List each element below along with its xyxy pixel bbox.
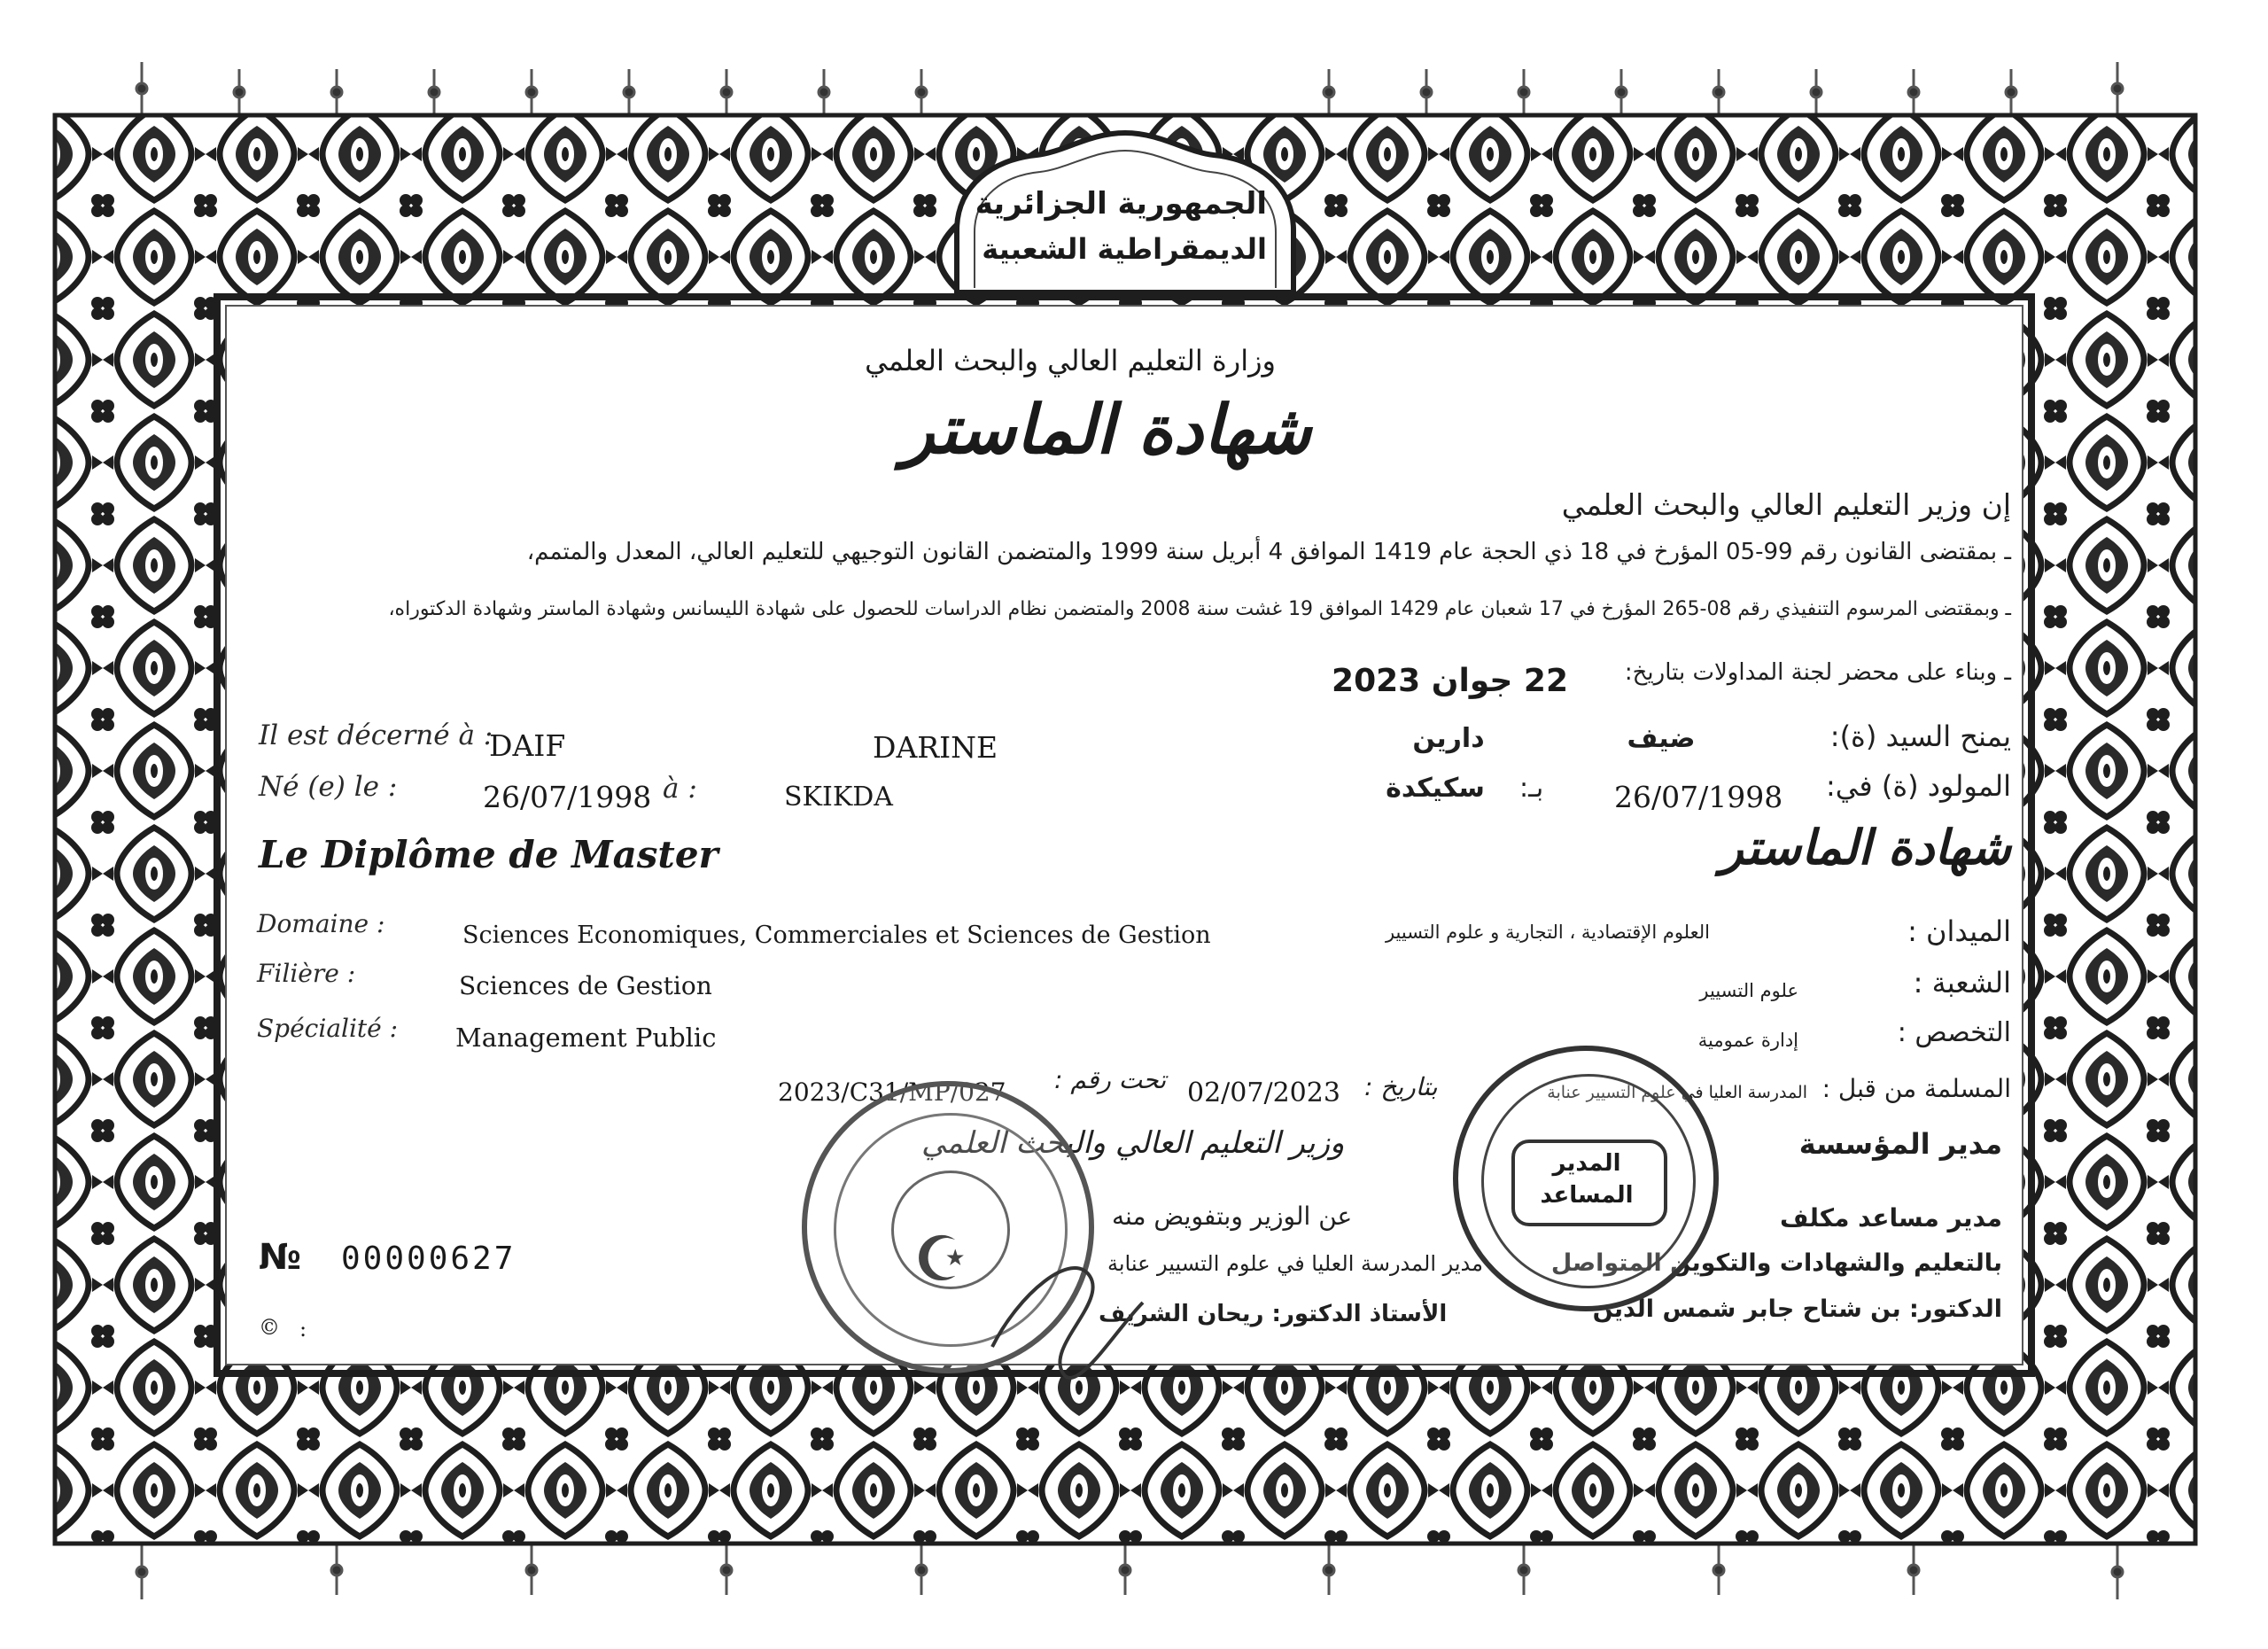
holder-surname-ar: ضيف [1627,723,1696,754]
domain-label-ar: الميدان : [1907,914,2011,948]
institution-ar: المدرسة العليا في علوم التسيير عنابة [1547,1083,1807,1102]
born-date-ar: 26/07/1998 [1614,780,1783,814]
born-date-fr: 26/07/1998 [483,780,652,814]
preamble-line-1: إن وزير التعليم العالي والبحث العلمي [1561,487,2011,522]
deliberation-date: 22 جوان 2023 [1332,663,1568,699]
holder-surname-fr: DAIF [489,728,566,763]
holder-label-ar: يمنح السيد (ة): [1829,719,2011,753]
advisor-role: بالتعليم والشهادات والتكوين المتواصل [1550,1249,2002,1277]
serial-label: № [259,1237,302,1278]
birthplace-ar: سكيكدة [1386,773,1485,804]
at-label-fr: à : [663,773,697,805]
school-director-stamp [1453,1046,1719,1311]
copyright-colon: : [299,1317,307,1342]
stamp-director-label-1: المدير [1552,1150,1621,1177]
specialty-fr: Management Public [455,1023,717,1053]
holder-label-fr: Il est décerné à : [259,719,493,751]
preamble-line-3: ـ وبمقتضى المرسوم التنفيذي رقم 08-265 المؤرخ في 17 شعبان عام 1429 الموافق 19 غشت سنة 2008 والمتضمن نظام الدراسات للحصول على شهادة الليسانس وشهادة الماستر وشهادة الدكتوراه، [388,598,2011,620]
domain-label-fr: Domaine : [257,909,385,938]
birthplace-fr: SKIKDA [784,782,893,813]
specialty-ar: إدارة عمومية [1697,1030,1798,1051]
crescent-star-icon: ☪ [913,1223,969,1295]
holder-firstname-ar: دارين [1412,723,1485,754]
delegation-text: عن الوزير وبتفويض منه [1112,1202,1353,1231]
stamp-director-label-2: المساعد [1540,1182,1634,1209]
republic-line-1: الجمهورية الجزائرية [975,186,1267,222]
professor-name: الأستاذ الدكتور: ريحان الشريف [1099,1301,1448,1327]
minister-signature-label: وزير التعليم العالي والبحث العلمي [921,1125,1345,1161]
at-label-ar: بـ: [1519,773,1544,804]
born-label-ar: المولود (ة) في: [1825,769,2011,803]
issue-date-label-ar: بتاريخ : [1364,1072,1438,1101]
filiere-label-ar: الشعبة : [1913,966,2011,1000]
filiere-label-fr: Filière : [257,959,356,988]
preamble-line-2: ـ بمقتضى القانون رقم 99-05 المؤرخ في 18 ذي الحجة عام 1419 الموافق 4 أبريل سنة 1999 والمتضمن القانون التوجيهي للتعليم العالي، المعدل والمتمم، [526,539,2011,565]
specialty-label-ar: التخصص : [1897,1017,2011,1048]
director-signature-label: مدير المؤسسة [1798,1127,2002,1161]
republic-line-2: الديمقراطية الشعبية [982,232,1267,266]
diploma-title-ar: شهادة الماستر [1720,820,2011,875]
preamble-deliberation-label: ـ وبناء على محضر لجنة المداولات بتاريخ: [1624,659,2011,686]
domain-fr: Sciences Economiques, Commerciales et Sciences de Gestion [462,922,1211,949]
born-label-fr: Né (e) le : [259,771,398,803]
issue-date: 02/07/2023 [1187,1077,1340,1108]
ministry-title: وزارة التعليم العالي والبحث العلمي [865,344,1276,377]
diploma-title-fr: Le Diplôme de Master [259,833,718,876]
serial-number: 00000627 [341,1241,517,1277]
certificate-title-ar: شهادة الماستر [902,390,1311,469]
specialty-label-fr: Spécialité : [257,1014,399,1043]
institution-label-ar: المسلمة من قبل : [1821,1074,2011,1103]
holder-firstname-fr: DARINE [873,730,998,765]
reference-label-ar: تحت رقم : [1054,1065,1167,1094]
domain-ar: العلوم الإقتصادية ، التجارية و علوم التسيير [1385,922,1710,943]
copyright-symbol: © [259,1315,280,1340]
reference-number: 2023/C31/MP/027 [778,1077,1006,1107]
filiere-fr: Sciences de Gestion [459,971,712,1000]
advisor-title: مدير مساعد مكلف [1780,1203,2002,1233]
filiere-ar: علوم التسيير [1699,980,1798,1001]
doctor-name: الدكتور: بن شتاح جابر شمس الدين [1592,1295,2002,1323]
school-director-title: مدير المدرسة العليا في علوم التسيير عنابة [1107,1251,1484,1276]
